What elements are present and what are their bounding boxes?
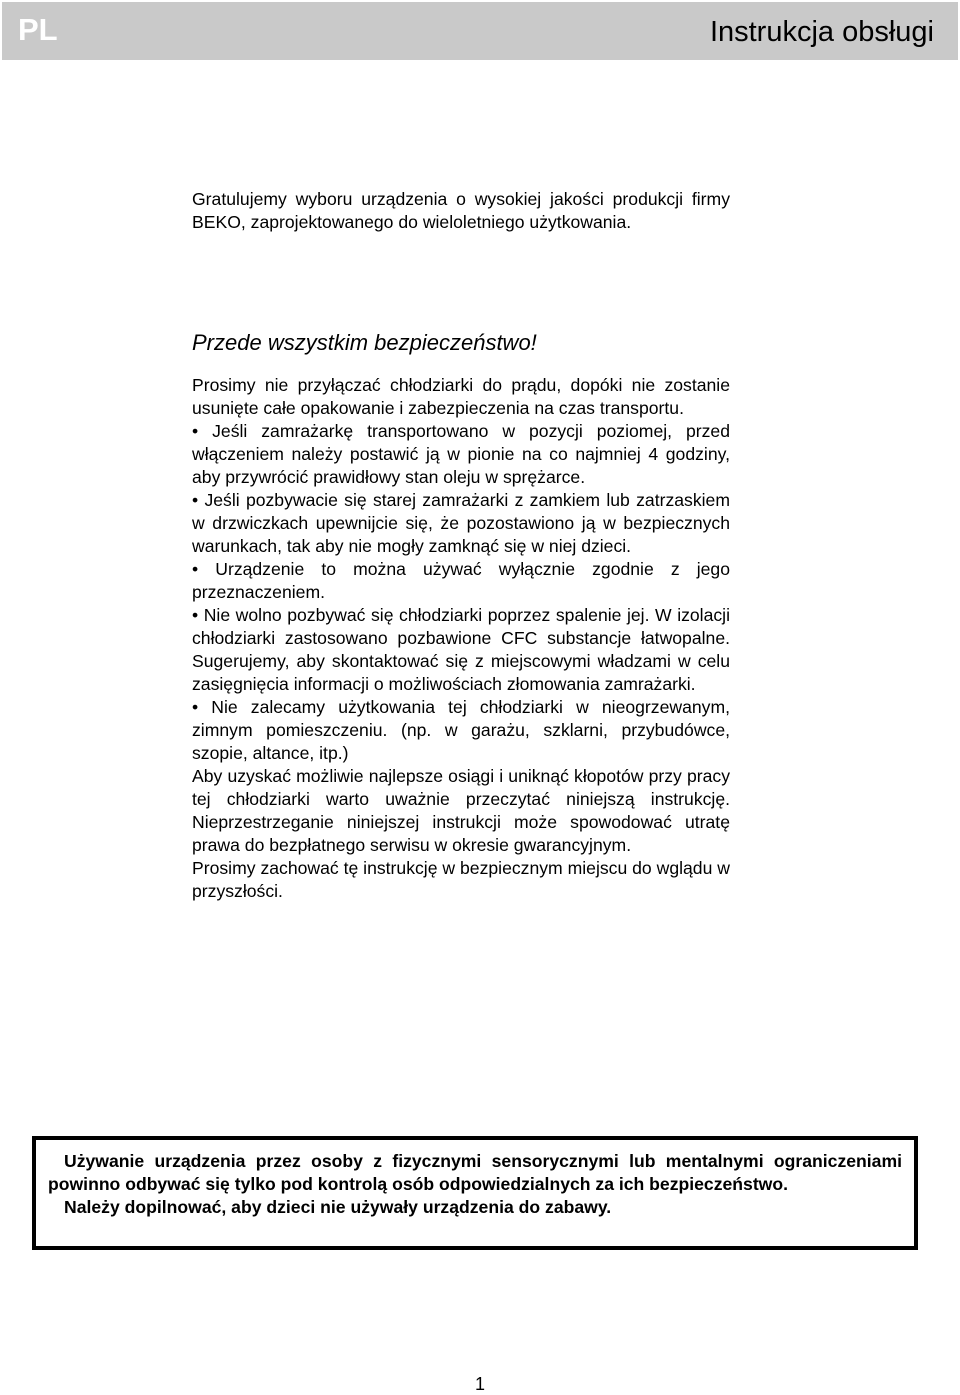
language-code: PL — [18, 12, 58, 47]
intro-after: , zaprojektowanego do wieloletniego użytkowania. — [240, 212, 632, 232]
safety-paragraph: Prosimy zachować tę instrukcję w bezpiecznym miejscu do wglądu w przyszłości. — [192, 858, 730, 901]
main-content — [192, 188, 730, 903]
header-bar — [2, 2, 958, 60]
section-heading: Przede wszystkim bezpieczeństwo! — [192, 330, 537, 355]
safety-bullet: • Jeśli zamrażarkę transportowano w pozycji poziomej, przed włączeniem należy postawić ją w pionie na co najmniej 4 godziny, aby przywrócić prawidłowy stan oleju w sprężarce. — [192, 421, 730, 487]
safety-bullet: • Nie wolno pozbywać się chłodziarki poprzez spalenie jej. W izolacji chłodziarki zastosowano pozbawione CFC substancje łatwopalne. Sugerujemy, aby skontaktować się z miejscowymi władzami w celu zasięgnięcia informacji o możliwościach złomowania zamrażarki. — [192, 605, 730, 694]
intro-before: Gratulujemy wyboru urządzenia o wysokiej jakości produkcji firmy — [192, 189, 730, 209]
page-number: 1 — [474, 1374, 485, 1394]
warning-box — [32, 1136, 918, 1250]
safety-paragraph: Aby uzyskać możliwie najlepsze osiągi i uniknąć kłopotów przy pracy tej chłodziarki warto uważnie przeczytać niniejszą instrukcję. Nieprzestrzeganie niniejszej instrukcji może spowodować utratę prawa do bezpłatnego serwisu w okresie gwarancyjnym. — [192, 766, 730, 855]
warning-text-children: Należy dopilnować, aby dzieci nie używały urządzenia do zabawy. — [64, 1197, 612, 1217]
safety-bullet: • Jeśli pozbywacie się starej zamrażarki z zamkiem lub zatrzaskiem w drzwiczkach upewnijcie się, że pozostawiono ją w bezpiecznych warunkach, tak aby nie mogły zamknąć się w niej dzieci. — [192, 490, 730, 556]
warning-text: Używanie urządzenia przez osoby z fizycznymi sensorycznymi lub mentalnymi ograniczeniami powinno odbywać się tylko pod kontrolą osób odpowiedzialnych za ich bezpieczeństwo. — [48, 1151, 902, 1194]
safety-bullet: • Urządzenie to można używać wyłącznie zgodnie z jego przeznaczeniem. — [192, 559, 730, 602]
safety-bullet: • Nie zalecamy użytkowania tej chłodziarki w nieogrzewanym, zimnym pomieszczeniu. (np. w garażu, szklarni, przybudówce, szopie, altance, itp.) — [192, 697, 730, 763]
document-title: Instrukcja obsługi — [709, 16, 934, 48]
safety-paragraph: Prosimy nie przyłączać chłodziarki do prądu, dopóki nie zostanie usunięte całe opakowanie i zabezpieczenia na czas transportu. — [192, 375, 730, 418]
brand-name: BEKO — [192, 212, 241, 232]
intro-paragraph — [192, 188, 730, 234]
